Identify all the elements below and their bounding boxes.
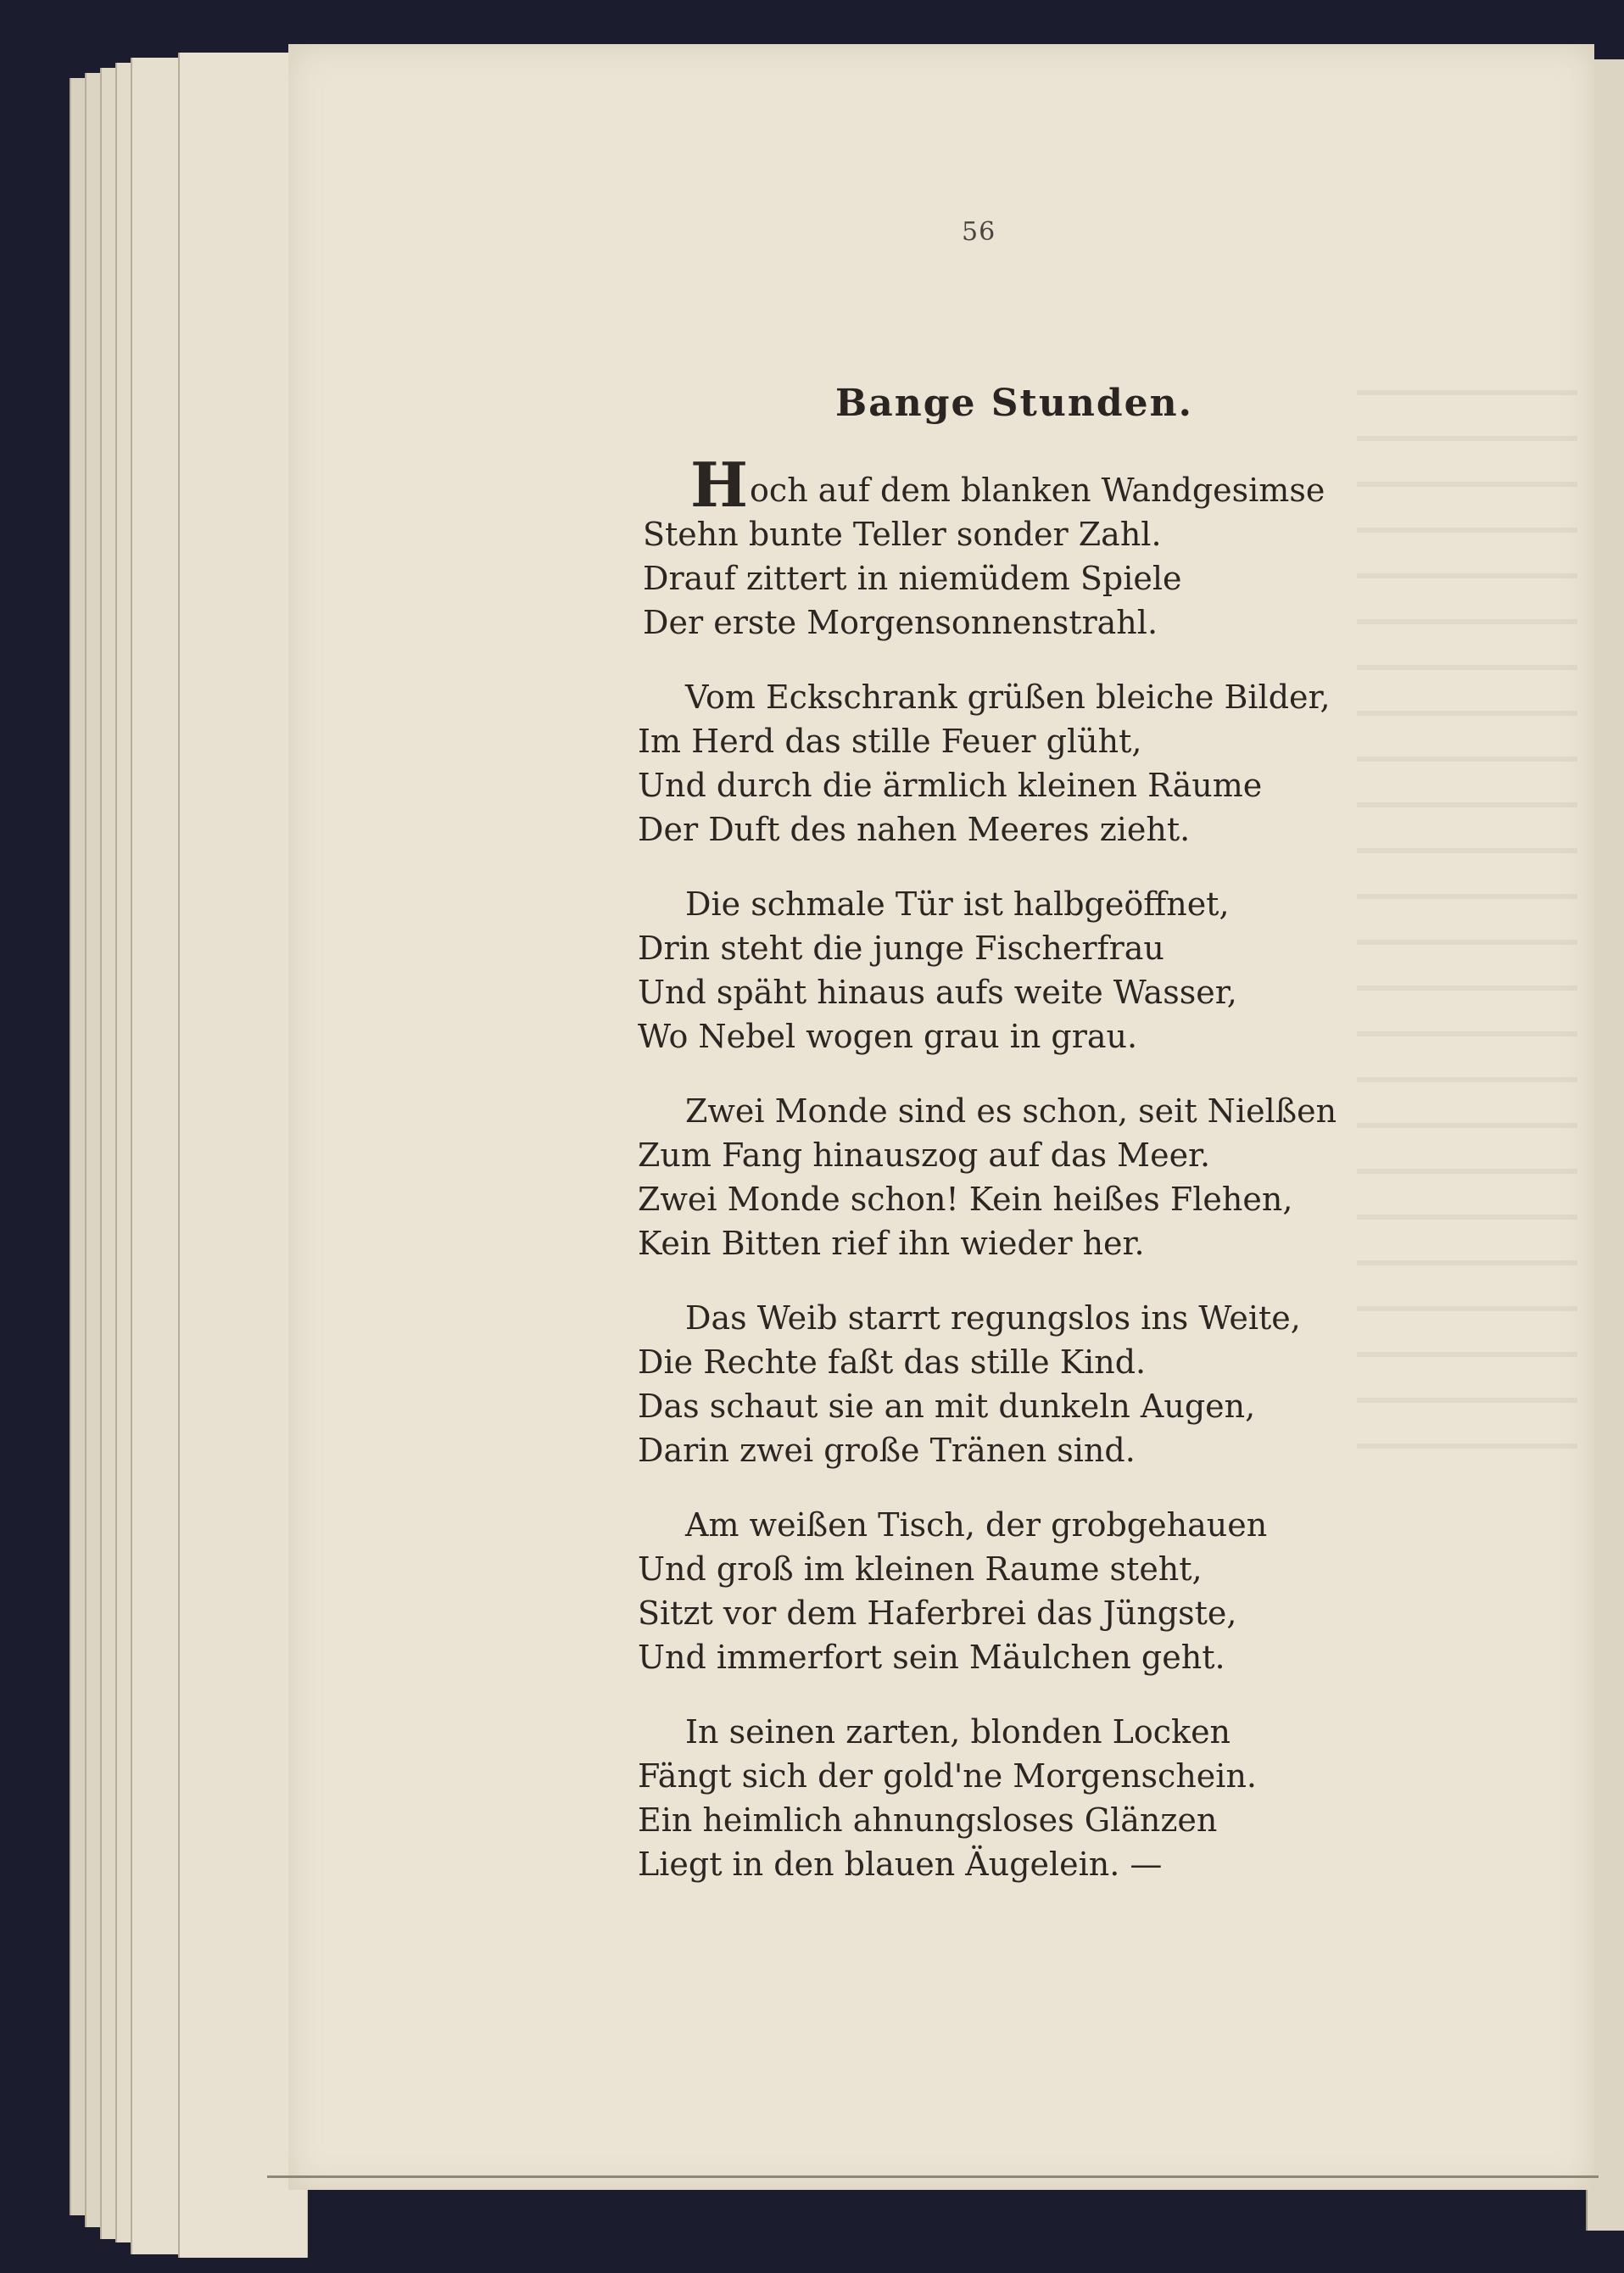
- poem-line: Zwei Monde schon! Kein heißes Flehen,: [638, 1181, 1293, 1218]
- poem-line: Sitzt vor dem Haferbrei das Jüngste,: [638, 1594, 1237, 1632]
- page-number: 56: [962, 217, 996, 247]
- poem-line: Wo Nebel wogen grau in grau.: [638, 1018, 1138, 1055]
- drop-cap: H: [690, 449, 749, 521]
- poem-line: Das schaut sie an mit dunkeln Augen,: [638, 1388, 1256, 1425]
- poem-line: Zwei Monde sind es schon, seit Nielßen: [685, 1092, 1337, 1130]
- poem-line: Drin steht die junge Fischerfrau: [638, 930, 1164, 967]
- poem-line: Und späht hinaus aufs weite Wasser,: [638, 974, 1237, 1011]
- poem-line: In seinen zarten, blonden Locken: [685, 1713, 1231, 1751]
- stanza: [638, 675, 1537, 852]
- poem-line: Vom Eckschrank grüßen bleiche Bilder,: [685, 679, 1331, 716]
- poem-line: Und durch die ärmlich kleinen Räume: [638, 767, 1263, 804]
- stanza: [638, 1089, 1537, 1265]
- poem-line: Kein Bitten rief ihn wieder her.: [638, 1225, 1145, 1262]
- poem-line: Fängt sich der gold'ne Morgenschein.: [638, 1757, 1257, 1795]
- stanza: [638, 1296, 1537, 1472]
- poem-line: Am weißen Tisch, der grobgehauen: [685, 1506, 1268, 1544]
- poem-line: Das Weib starrt regungslos ins Weite,: [685, 1299, 1301, 1337]
- poem-line: Darin zwei große Tränen sind.: [638, 1432, 1136, 1469]
- stanza: [638, 882, 1537, 1058]
- poem-line: Im Herd das stille Feuer glüht,: [638, 723, 1142, 760]
- stanza: [638, 449, 1537, 645]
- poem-line: Die schmale Tür ist halbgeöffnet,: [685, 885, 1230, 923]
- poem-line: Hoch auf dem blanken Wandgesimse: [690, 449, 1325, 521]
- page-bottom-rule: [267, 2175, 1599, 2178]
- poem-line: Ein heimlich ahnungsloses Glänzen: [638, 1801, 1218, 1839]
- poem-line: Der erste Morgensonnenstrahl.: [643, 604, 1158, 641]
- poem-line: Der Duft des nahen Meeres zieht.: [638, 811, 1191, 848]
- poem-title: Bange Stunden.: [835, 382, 1193, 425]
- poem-line: Die Rechte faßt das stille Kind.: [638, 1343, 1147, 1381]
- stanza: [638, 1710, 1537, 1886]
- poem-line: Und immerfort sein Mäulchen geht.: [638, 1639, 1225, 1676]
- poem-line: Drauf zittert in niemüdem Spiele: [643, 560, 1182, 597]
- poem-body: [638, 449, 1537, 1917]
- poem-line: Und groß im kleinen Raume steht,: [638, 1550, 1203, 1588]
- stanza: [638, 1503, 1537, 1679]
- poem-line: Liegt in den blauen Äugelein. —: [638, 1846, 1163, 1883]
- poem-line: Zum Fang hinauszog auf das Meer.: [638, 1136, 1211, 1174]
- poem-line: Stehn bunte Teller sonder Zahl.: [643, 516, 1162, 553]
